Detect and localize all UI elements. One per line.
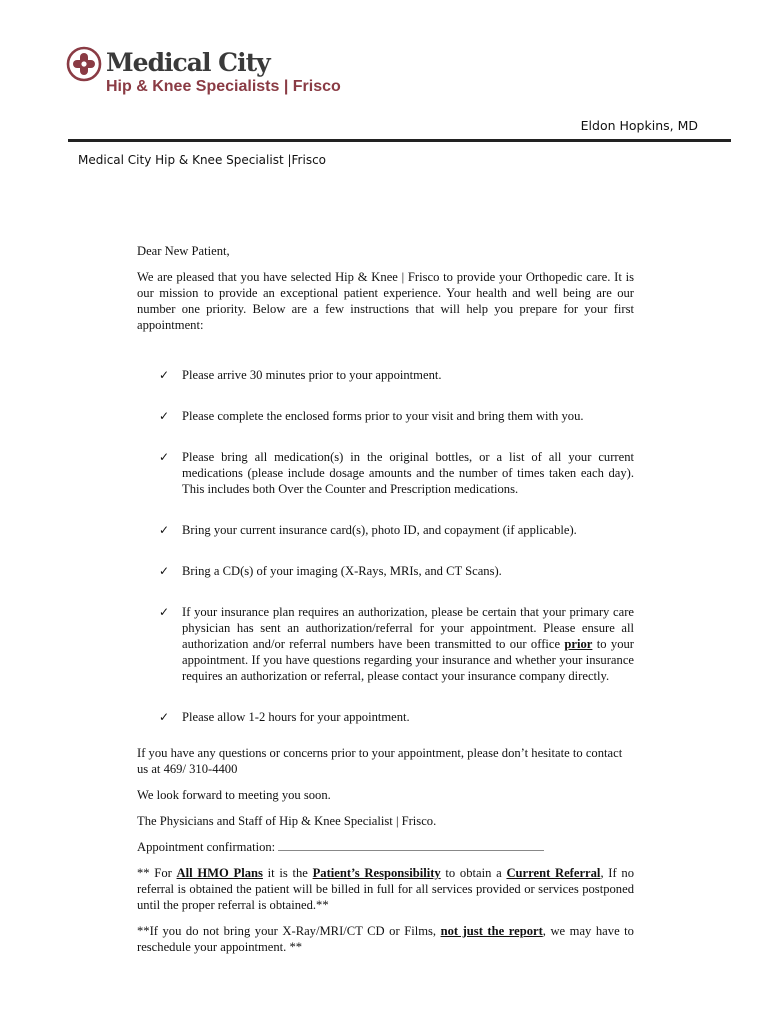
list-item: [137, 408, 634, 424]
list-item: [137, 367, 634, 383]
logo-subtitle: Hip & Knee Specialists | Frisco: [106, 78, 341, 95]
hmo-emphasis: Patient’s Responsibility: [312, 866, 441, 880]
checkmark-icon: ✓: [159, 409, 170, 423]
item-text: If your insurance plan requires an authorization, please be certain that your primary care physician has sent an authorization/referral for your appointment. Please ensure all authorization and/or referral numbers have been transmitted to our office: [182, 605, 634, 651]
list-item: [137, 522, 634, 538]
item-text: Please bring all medication(s) in the original bottles, or a list of all your current medications (please include dosage amounts and the number of times taken each day). This includes both Over the Counter and Prescription medications.: [182, 450, 634, 496]
list-item: [137, 604, 634, 684]
medical-city-logo: [66, 46, 356, 102]
instruction-list: [137, 367, 634, 725]
look-forward-line: We look forward to meeting you soon.: [137, 788, 331, 802]
checkmark-icon: ✓: [159, 368, 170, 382]
logo-name: Medical City: [106, 48, 270, 77]
hmo-text: it is the: [262, 866, 313, 880]
intro-paragraph: We are pleased that you have selected Hip & Knee | Frisco to provide your Orthopedic care. It is our mission to provide an exceptional patient experience. Your health and well being are our number one priority. Below are a few instructions that will help you prepare for your first appointment:: [137, 270, 634, 332]
emphasis-prior: prior: [564, 637, 593, 651]
imaging-text: **If you do not bring your X-Ray/MRI/CT CD or Films,: [137, 924, 441, 938]
checkmark-icon: ✓: [159, 523, 170, 537]
header-divider: [68, 139, 731, 142]
signoff-line: The Physicians and Staff of Hip & Knee Specialist | Frisco.: [137, 814, 437, 828]
item-text: Please arrive 30 minutes prior to your appointment.: [182, 368, 442, 382]
list-item: [137, 709, 634, 725]
checkmark-icon: ✓: [159, 710, 170, 724]
item-text: to your appointment. If you have questions regarding your insurance and whether your insurance requires an authorization or referral, please contact your insurance company directly.: [182, 637, 634, 683]
hmo-emphasis: All HMO Plans: [176, 866, 263, 880]
item-text: Please complete the enclosed forms prior to your visit and bring them with you.: [182, 409, 584, 423]
checkmark-icon: ✓: [159, 605, 170, 619]
hmo-text: ** For: [137, 866, 177, 880]
greeting: Dear New Patient,: [137, 244, 230, 258]
item-text: Bring your current insurance card(s), photo ID, and copayment (if applicable).: [182, 523, 577, 537]
imaging-notice: [137, 923, 634, 955]
imaging-text: , we may have to reschedule your appointment. **: [137, 924, 634, 954]
confirmation-label: Appointment confirmation:: [137, 840, 276, 854]
hmo-text: to obtain a: [440, 866, 507, 880]
letter-body: [137, 243, 634, 965]
contact-paragraph: If you have any questions or concerns prior to your appointment, please don’t hesitate to contact us at 469/ 310-4400: [137, 746, 623, 776]
list-item: [137, 563, 634, 579]
medical-cross-icon: [66, 46, 102, 82]
hmo-emphasis: Current Referral: [506, 866, 601, 880]
list-item: [137, 449, 634, 497]
item-text: Bring a CD(s) of your imaging (X-Rays, MRIs, and CT Scans).: [182, 564, 502, 578]
confirmation-line: [137, 839, 634, 855]
confirmation-blank[interactable]: [278, 839, 544, 851]
hmo-text: , If no referral is obtained the patient will be billed in full for all services provided or services postponed until the proper referral is obtained.**: [137, 866, 634, 912]
doctor-name: Eldon Hopkins, MD: [580, 118, 698, 133]
checkmark-icon: ✓: [159, 450, 170, 464]
hmo-notice: [137, 865, 634, 913]
imaging-emphasis: not just the report: [440, 924, 543, 938]
checkmark-icon: ✓: [159, 564, 170, 578]
item-text: Please allow 1-2 hours for your appointment.: [182, 710, 410, 724]
practice-name: Medical City Hip & Knee Specialist |Frisco: [78, 153, 327, 167]
